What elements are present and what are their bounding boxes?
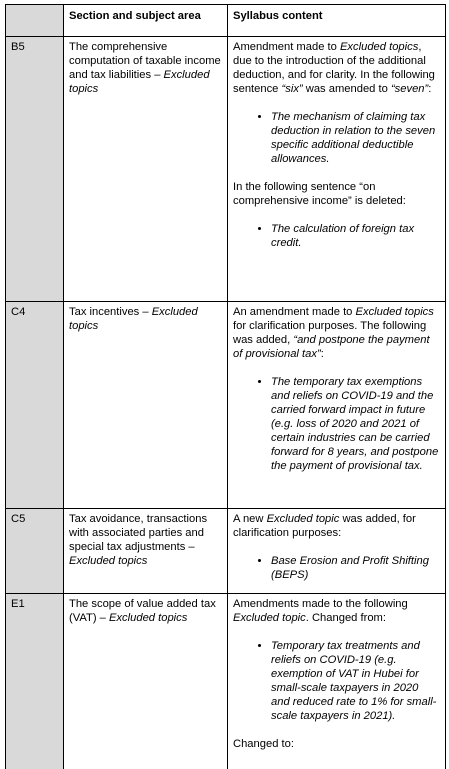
list-item: • The mechanism of claiming tax deduction in relation to the seven specific additional deductible allowances. <box>271 110 440 166</box>
row-code: B5 <box>6 37 64 302</box>
list-item: • Temporary tax treatments and reliefs on COVID-19 (e.g. exemption of VAT in Hubei for small-scale taxpayers in 2020 and reduced rate to 1% for small-scale taxpayers in 2021). <box>271 639 440 723</box>
syllabus-changes-table <box>5 4 446 769</box>
bullet-list <box>233 110 440 166</box>
section-area-cell: The scope of value added tax (VAT) – Excluded topics <box>64 594 228 769</box>
syllabus-content-cell <box>228 37 446 302</box>
list-item: • The temporary tax exemptions and reliefs on COVID-19 and the carried forward impact in future (e.g. loss of 2020 and 2021 of certain industries can be carried forward for 8 years, and postpone the payment of provisional tax. <box>271 375 440 473</box>
header-code <box>6 5 64 37</box>
list-item: • Base Erosion and Profit Shifting (BEPS) <box>271 554 440 582</box>
table-row <box>6 509 446 594</box>
syllabus-content-cell <box>228 302 446 509</box>
content-paragraph: Amendment made to Excluded topics, due to the introduction of the additional deduction, and for clarity. In the following sentence “six” was amended to “seven”: <box>233 41 435 95</box>
header-section-area: Section and subject area <box>64 5 228 37</box>
section-area-cell: The comprehensive computation of taxable income and tax liabilities – Excluded topics <box>64 37 228 302</box>
row-code: C4 <box>6 302 64 509</box>
section-area-cell: Tax incentives – Excluded topics <box>64 302 228 509</box>
list-item: • The calculation of foreign tax credit. <box>271 222 440 250</box>
row-code: C5 <box>6 509 64 594</box>
table-header-row <box>6 5 446 37</box>
bullet-list <box>233 639 440 723</box>
syllabus-content-cell <box>228 594 446 769</box>
syllabus-content-cell <box>228 509 446 594</box>
header-syllabus-content: Syllabus content <box>228 5 446 37</box>
bullet-list <box>233 375 440 473</box>
content-paragraph: Amendments made to the following Excluded topic. Changed from: <box>233 598 408 624</box>
content-paragraph: A new Excluded topic was added, for clarification purposes: <box>233 513 416 539</box>
content-paragraph: In the following sentence “on comprehensive income” is deleted: <box>233 181 406 207</box>
row-code: E1 <box>6 594 64 769</box>
table-row <box>6 594 446 769</box>
table-row <box>6 37 446 302</box>
bullet-list <box>233 222 440 250</box>
table-row <box>6 302 446 509</box>
content-paragraph: Changed to: <box>233 738 294 750</box>
section-area-cell: Tax avoidance, transactions with associated parties and special tax adjustments – Excluded topics <box>64 509 228 594</box>
bullet-list <box>233 554 440 582</box>
content-paragraph: An amendment made to Excluded topics for clarification purposes. The following was added, “and postpone the payment of provisional tax”: <box>233 306 434 360</box>
